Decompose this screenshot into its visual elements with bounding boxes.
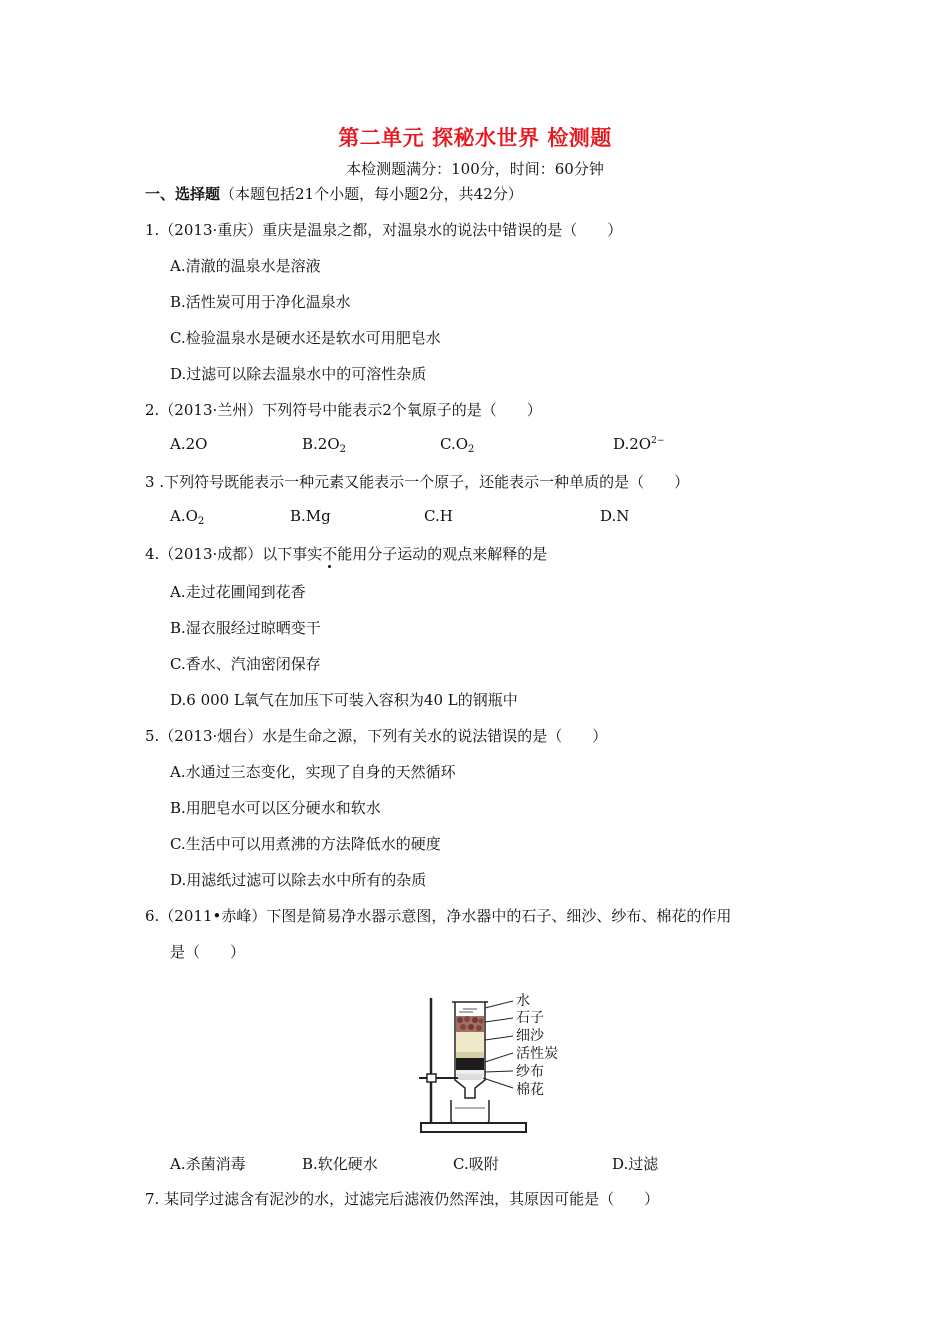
question-2-option-a: A.2O xyxy=(170,435,208,453)
question-4-option-d: D.6 000 L氧气在加压下可装入容积为40 L的钢瓶中 xyxy=(170,691,518,709)
question-5-option-b: B.用肥皂水可以区分硬水和软水 xyxy=(170,799,381,817)
question-5-option-d: D.用滤纸过滤可以除去水中所有的杂质 xyxy=(170,871,427,889)
section-note: （本题包括21个小题，每小题2分，共42分） xyxy=(220,185,523,203)
question-4-option-a: A.走过花圃闻到花香 xyxy=(170,583,306,601)
question-2-stem: 2.（2013·兰州）下列符号中能表示2个氧原子的是（ ） xyxy=(145,401,542,419)
question-6-option-c: C.吸附 xyxy=(453,1155,499,1173)
label-activated-carbon: 活性炭 xyxy=(516,1046,558,1062)
emphasis-dot-word: 不 xyxy=(322,545,338,563)
question-1-option-a: A.清澈的温泉水是溶液 xyxy=(170,257,321,275)
question-3-stem: 3 .下列符号既能表示一种元素又能表示一个原子，还能表示一种单质的是（ ） xyxy=(145,473,690,491)
section-heading xyxy=(145,183,523,204)
label-fine-sand: 细沙 xyxy=(516,1028,544,1044)
page-title: 第二单元 探秘水世界 检测题 xyxy=(338,126,612,150)
section-title: 一、选择题 xyxy=(145,185,221,203)
question-3-option-a: $A.O_2$ xyxy=(170,507,205,527)
question-2-option-d: $D.2O^{2-}$ xyxy=(613,435,665,453)
question-4-stem: 4.（2013·成都）以下事实不能用分子运动的观点来解释的是 xyxy=(145,545,548,563)
question-2-option-c: $C.O_2$ xyxy=(440,435,475,455)
label-water: 水 xyxy=(516,993,530,1009)
question-2-option-b: $B.2O_2$ xyxy=(302,435,347,455)
water-purifier-illustration xyxy=(415,990,590,1138)
question-6-stem: 6.（2011•赤峰）下图是简易净水器示意图，净水器中的石子、细沙、纱布、棉花的作用 xyxy=(145,907,732,925)
question-3-option-c: C.H xyxy=(424,507,453,525)
label-gauze: 纱布 xyxy=(516,1064,544,1080)
question-4-option-b: B.湿衣服经过晾晒变干 xyxy=(170,619,321,637)
question-5-stem: 5.（2013·烟台）水是生命之源，下列有关水的说法错误的是（ ） xyxy=(145,727,608,745)
question-6-option-a: A.杀菌消毒 xyxy=(170,1155,246,1173)
water-purifier-diagram xyxy=(415,990,590,1138)
question-5-option-c: C.生活中可以用煮沸的方法降低水的硬度 xyxy=(170,835,441,853)
exam-info: 本检测题满分：100分，时间：60分钟 xyxy=(346,160,604,178)
question-1-stem: 1.（2013·重庆）重庆是温泉之都，对温泉水的说法中错误的是（ ） xyxy=(145,221,623,239)
question-1-option-b: B.活性炭可用于净化温泉水 xyxy=(170,293,351,311)
question-1-option-c: C.检验温泉水是硬水还是软水可用肥皂水 xyxy=(170,329,441,347)
question-7-stem: 7. 某同学过滤含有泥沙的水，过滤完后滤液仍然浑浊，其原因可能是（ ） xyxy=(145,1190,660,1208)
question-4-option-c: C.香水、汽油密闭保存 xyxy=(170,655,321,673)
question-6-option-d: D.过滤 xyxy=(612,1155,659,1173)
question-3-option-d: D.N xyxy=(600,507,630,525)
question-6-stem-continued: 是（ ） xyxy=(170,943,246,961)
question-1-option-d: D.过滤可以除去温泉水中的可溶性杂质 xyxy=(170,365,427,383)
label-pebbles: 石子 xyxy=(516,1010,544,1026)
question-6-option-b: B.软化硬水 xyxy=(302,1155,378,1173)
question-3-option-b: B.Mg xyxy=(290,507,331,525)
label-cotton: 棉花 xyxy=(516,1082,544,1098)
question-5-option-a: A.水通过三态变化，实现了自身的天然循环 xyxy=(170,763,456,781)
